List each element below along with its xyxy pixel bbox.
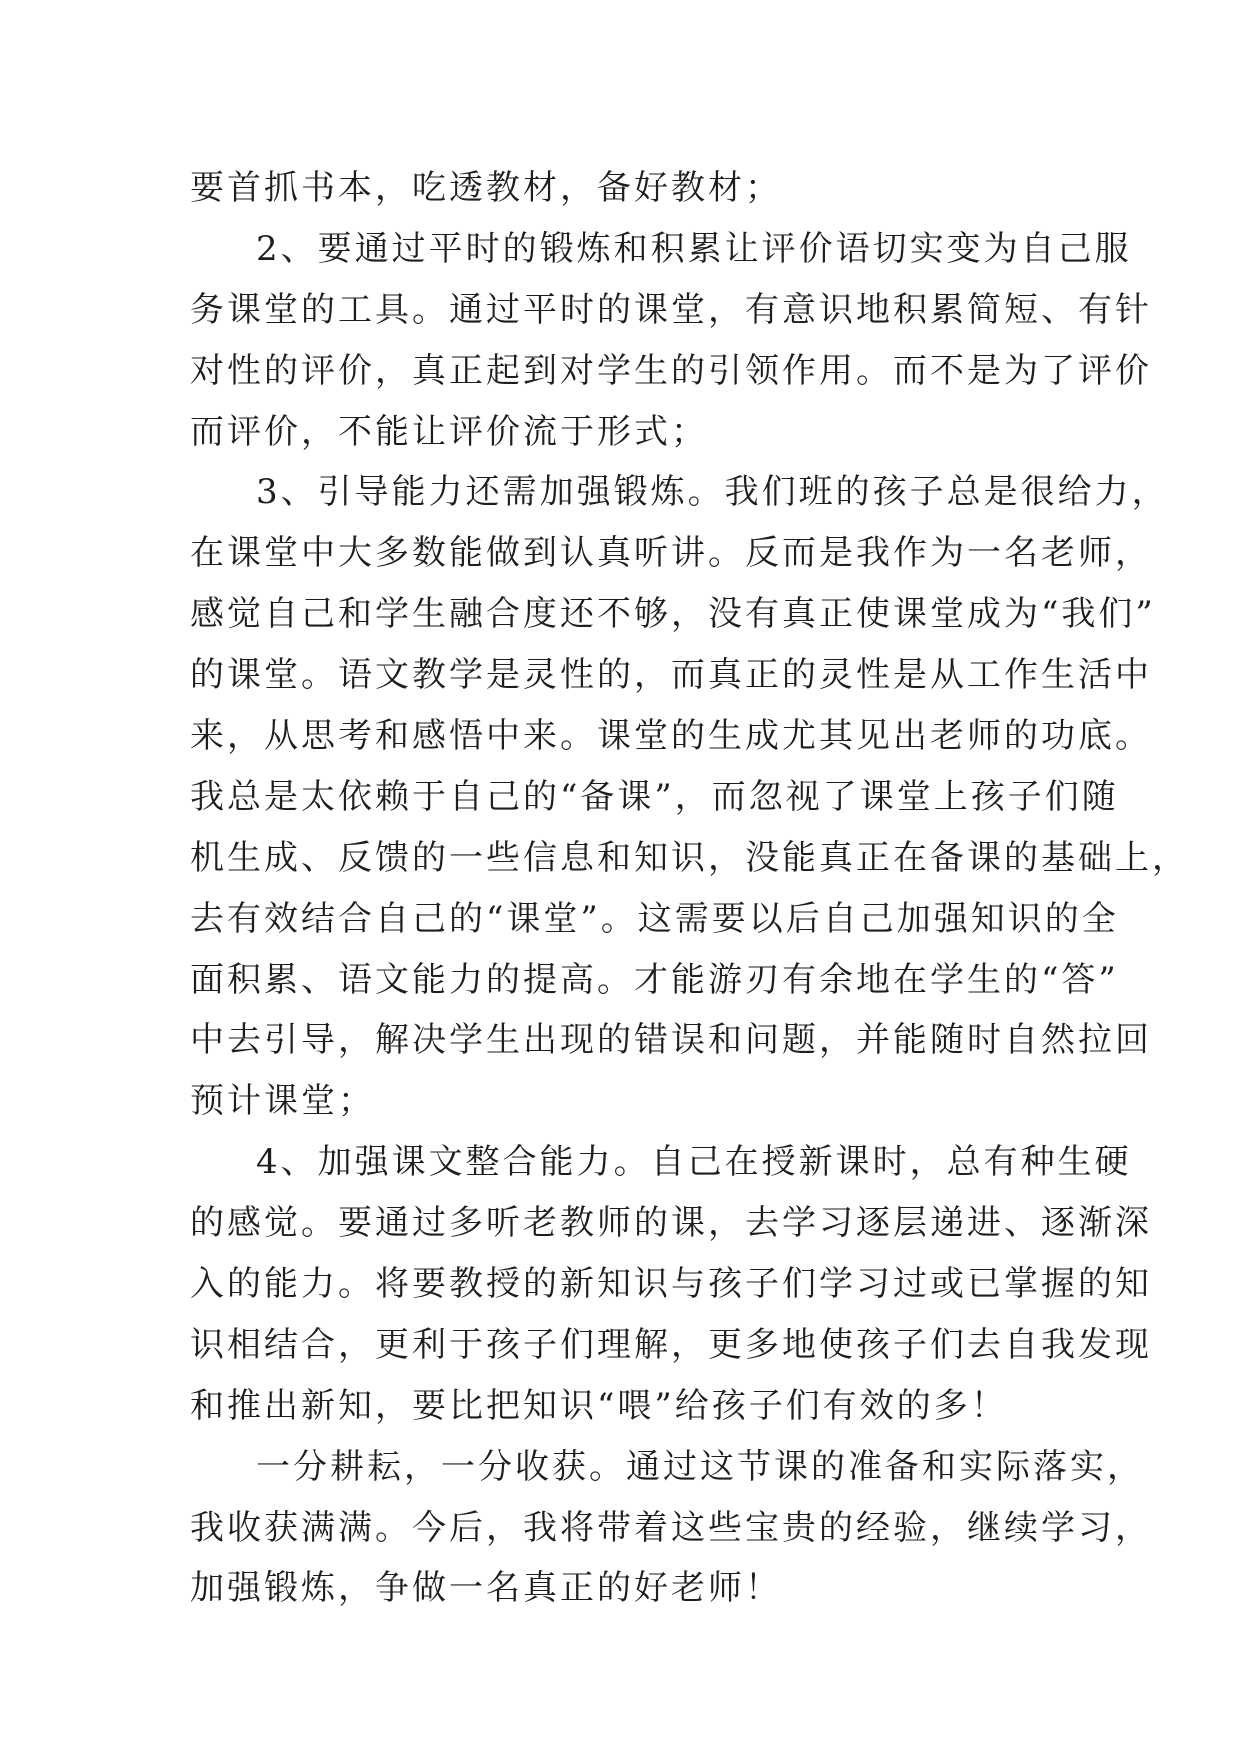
text-line: 机生成、反馈的一些信息和知识，没能真正在备课的基础上， <box>190 837 1189 878</box>
text-line: 来，从思考和感悟中来。课堂的生成尤其见出老师的功底。 <box>190 716 1152 757</box>
text-line: 中去引导，解决学生出现的错误和问题，并能随时自然拉回 <box>190 1020 1152 1061</box>
text-line: 加强锻炼，争做一名真正的好老师！ <box>190 1568 782 1609</box>
text-line: 4、加强课文整合能力。自己在授新课时，总有种生硬 <box>256 1142 1132 1183</box>
text-line: 去有效结合自己的“课堂”。这需要以后自己加强知识的全 <box>190 898 1119 939</box>
text-line: 对性的评价，真正起到对学生的引领作用。而不是为了评价 <box>190 350 1152 391</box>
text-line: 务课堂的工具。通过平时的课堂，有意识地积累简短、有针 <box>190 289 1152 330</box>
text-line: 在课堂中大多数能做到认真听讲。反而是我作为一名老师， <box>190 533 1152 574</box>
text-line: 2、要通过平时的锻炼和积累让评价语切实变为自己服 <box>256 228 1132 269</box>
text-line: 预计课堂； <box>190 1081 375 1122</box>
text-line: 一分耕耘，一分收获。通过这节课的准备和实际落实， <box>256 1446 1144 1487</box>
text-line: 和推出新知，要比把知识“喂”给孩子们有效的多！ <box>190 1385 1008 1426</box>
text-line: 而评价，不能让评价流于形式； <box>190 411 708 452</box>
text-line: 要首抓书本，吃透教材，备好教材； <box>190 168 782 208</box>
text-line: 我收获满满。今后，我将带着这些宝贵的经验，继续学习， <box>190 1507 1152 1548</box>
text-line: 的感觉。要通过多听老教师的课，去学习逐层递进、逐渐深 <box>190 1203 1152 1244</box>
text-line: 入的能力。将要教授的新知识与孩子们学习过或已掌握的知 <box>190 1264 1152 1305</box>
text-line: 的课堂。语文教学是灵性的，而真正的灵性是从工作生活中 <box>190 655 1152 696</box>
body-text <box>190 158 1189 1619</box>
text-line: 我总是太依赖于自己的“备课”，而忽视了课堂上孩子们随 <box>190 776 1119 817</box>
text-line: 面积累、语文能力的提高。才能游刃有余地在学生的“答” <box>190 959 1119 1000</box>
text-line: 感觉自己和学生融合度还不够，没有真正使课堂成为“我们” <box>190 594 1156 635</box>
text-line: 3、引导能力还需加强锻炼。我们班的孩子总是很给力， <box>256 472 1169 513</box>
text-line: 识相结合，更利于孩子们理解，更多地使孩子们去自我发现 <box>190 1324 1152 1365</box>
